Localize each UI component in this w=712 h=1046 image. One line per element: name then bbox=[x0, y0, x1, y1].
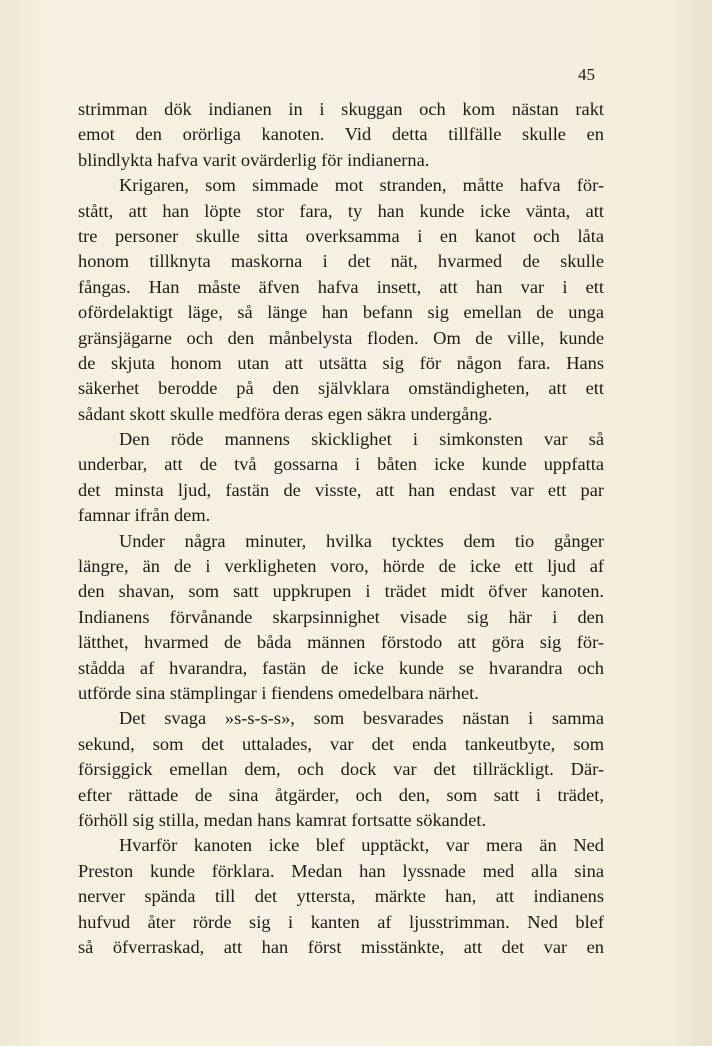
text-line: blindlykta hafva varit ovärderlig för indianerna. bbox=[78, 149, 430, 170]
paragraph bbox=[78, 97, 604, 173]
text-line: stått, att han löpte stor fara, ty han kunde icke vänta, att bbox=[78, 200, 604, 221]
text-line: Krigaren, som simmade mot stranden, måtte hafva för- bbox=[119, 175, 604, 196]
text-line: det minsta ljud, fastän de visste, att han endast var ett par bbox=[78, 479, 604, 500]
text-line: förhöll sig stilla, medan hans kamrat fortsatte sökandet. bbox=[78, 809, 487, 830]
text-line: gränsjägarne och den månbelysta floden. Om de ville, kunde bbox=[78, 327, 604, 348]
text-line: Preston kunde förklara. Medan han lyssnade med alla sina bbox=[78, 860, 604, 881]
text-line: ofördelaktigt läge, så länge han befann sig emellan de unga bbox=[78, 302, 604, 323]
text-line: Indianens förvånande skarpsinnighet visade sig här i den bbox=[78, 606, 604, 627]
text-line: Under några minuter, hvilka tycktes dem tio gånger bbox=[119, 530, 604, 551]
text-line: Den röde mannens skicklighet i simkonsten var så bbox=[119, 429, 604, 450]
text-line: så öfverraskad, att han först misstänkte, att det var en bbox=[78, 936, 604, 957]
text-line: lätthet, hvarmed de båda männen förstodo att göra sig för- bbox=[78, 632, 604, 653]
text-line: hufvud åter rörde sig i kanten af ljusstrimman. Ned blef bbox=[78, 911, 604, 932]
text-line: emot den orörliga kanoten. Vid detta tillfälle skulle en bbox=[78, 124, 604, 145]
text-line: sekund, som det uttalades, var det enda tankeutbyte, som bbox=[78, 733, 604, 754]
body-text bbox=[78, 97, 604, 960]
text-line: strimman dök indianen in i skuggan och kom nästan rakt bbox=[78, 99, 604, 119]
text-line: stådda af hvarandra, fastän de icke kunde se hvarandra och bbox=[78, 657, 604, 678]
text-line: tre personer skulle sitta overksamma i en kanot och låta bbox=[78, 225, 604, 246]
paragraph bbox=[78, 706, 604, 833]
text-line: de skjuta honom utan att utsätta sig för någon fara. Hans bbox=[78, 352, 604, 373]
text-line: nerver spända till det yttersta, märkte han, att indianens bbox=[78, 886, 604, 907]
text-line: Hvarför kanoten icke blef upptäckt, var mera än Ned bbox=[119, 835, 604, 856]
paragraph bbox=[78, 427, 604, 529]
paragraph bbox=[78, 833, 604, 960]
text-line: sådant skott skulle medföra deras egen säkra undergång. bbox=[78, 403, 493, 424]
text-line: försiggick emellan dem, och dock var det tillräckligt. Där- bbox=[78, 759, 604, 780]
text-line: underbar, att de två gossarna i båten icke kunde uppfatta bbox=[78, 454, 604, 475]
paragraph bbox=[78, 173, 604, 427]
text-line: Det svaga »s-s-s-s», som besvarades nästan i samma bbox=[119, 708, 604, 729]
paragraph bbox=[78, 529, 604, 707]
page-number: 45 bbox=[578, 65, 595, 84]
text-line: den shavan, som satt uppkrupen i trädet midt öfver kanoten. bbox=[78, 581, 604, 602]
text-line: längre, än de i verkligheten voro, hörde de icke ett ljud af bbox=[78, 556, 604, 577]
text-line: efter rättade de sina åtgärder, och den, som satt i trädet, bbox=[78, 784, 604, 805]
text-line: säkerhet berodde på den självklara omständigheten, att ett bbox=[78, 378, 604, 399]
text-line: fångas. Han måste äfven hafva insett, att han var i ett bbox=[78, 276, 604, 297]
text-line: famnar ifrån dem. bbox=[78, 505, 211, 526]
text-line: honom tillknyta maskorna i det nät, hvarmed de skulle bbox=[78, 251, 604, 272]
text-line: utförde sina stämplingar i fiendens omedelbara närhet. bbox=[78, 682, 479, 703]
